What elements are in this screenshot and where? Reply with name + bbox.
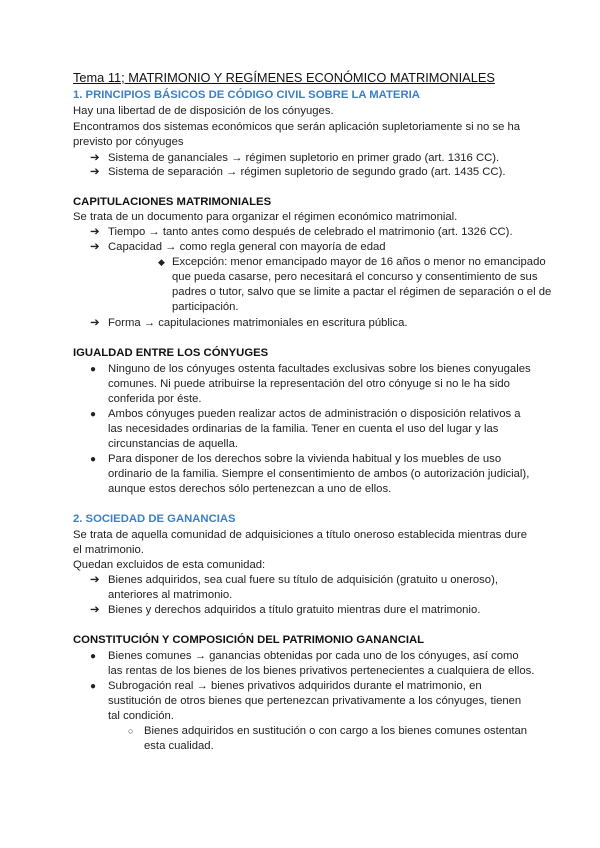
document-title: Tema 11; MATRIMONIO Y REGÍMENES ECONÓMICO MATRIMONIALES bbox=[73, 70, 495, 85]
sub-list-item: participación. bbox=[172, 301, 239, 313]
sub-list-item: Bienes adquiridos en sustitución o con cargo a los bienes comunes ostentan bbox=[144, 725, 528, 737]
list-item: las rentas de los bienes de los bienes privativos pertenecientes a cualquiera de ellos. bbox=[108, 665, 535, 677]
bullet-icon: ● bbox=[90, 409, 97, 420]
list-item: Sistema de gananciales → régimen supletorio en primer grado (art. 1316 CC). bbox=[108, 152, 500, 164]
paragraph-text: Hay una libertad de de disposición de los cónyuges. bbox=[73, 105, 334, 117]
paragraph-text: Se trata de aquella comunidad de adquisiciones a título oneroso establecida mientras dure bbox=[73, 529, 528, 541]
bullet-icon: ● bbox=[90, 454, 97, 465]
list-item: conferida por éste. bbox=[108, 393, 202, 405]
bullet-icon: ● bbox=[90, 681, 97, 692]
list-item: Para disponer de los derechos sobre la vivienda habitual y los muebles de uso bbox=[108, 453, 502, 465]
list-item: Ninguno de los cónyuges ostenta facultades exclusivas sobre los bienes conyugales bbox=[108, 363, 531, 375]
section-heading-capitulaciones: CAPITULACIONES MATRIMONIALES bbox=[73, 196, 272, 208]
section-heading-principios: 1. PRINCIPIOS BÁSICOS DE CÓDIGO CIVIL SOBRE LA MATERIA bbox=[73, 89, 420, 101]
list-item: Bienes adquiridos, sea cual fuere su título de adquisición (gratuito u oneroso), bbox=[108, 574, 498, 586]
list-item: Subrogación real → bienes privativos adquiridos durante el matrimonio, en bbox=[108, 680, 482, 692]
list-item: Bienes y derechos adquiridos a título gratuito mientras dure el matrimonio. bbox=[108, 604, 481, 616]
paragraph-text: Quedan excluidos de esta comunidad: bbox=[73, 559, 266, 571]
circle-bullet-icon: ○ bbox=[128, 726, 134, 736]
list-item: anteriores al matrimonio. bbox=[108, 589, 233, 601]
arrow-bullet-icon: ➔ bbox=[90, 317, 100, 329]
list-item: Capacidad → como regla general con mayoría de edad bbox=[108, 241, 386, 253]
list-item: las necesidades ordinarias de la familia. Tener en cuenta el uso del lugar y las bbox=[108, 423, 499, 435]
arrow-bullet-icon: ➔ bbox=[90, 574, 100, 586]
paragraph-text: previsto por cónyuges bbox=[73, 136, 184, 148]
sub-list-item: padres o tutor, salvo que se limite a pactar el régimen de separación o el de bbox=[172, 286, 552, 298]
list-item: tal condición. bbox=[108, 710, 174, 722]
sub-list-item: que pueda casarse, pero necesitará el concurso y consentimiento de sus bbox=[172, 271, 538, 283]
arrow-bullet-icon: ➔ bbox=[90, 241, 100, 253]
arrow-bullet-icon: ➔ bbox=[90, 226, 100, 238]
arrow-bullet-icon: ➔ bbox=[90, 604, 100, 616]
bullet-icon: ● bbox=[90, 364, 97, 375]
section-heading-constitucion: CONSTITUCIÓN Y COMPOSICIÓN DEL PATRIMONIO GANANCIAL bbox=[73, 634, 425, 646]
list-item: Sistema de separación → régimen supletorio de segundo grado (art. 1435 CC). bbox=[108, 166, 506, 178]
list-item: comunes. Ni puede atribuirse la representación del otro cónyuge si no le ha sido bbox=[108, 378, 510, 390]
list-item: sustitución de otros bienes que pertenezcan privativamente a los cónyuges, tienen bbox=[108, 695, 522, 707]
list-item: Tiempo → tanto antes como después de celebrado el matrimonio (art. 1326 CC). bbox=[108, 226, 513, 238]
list-item: Forma → capitulaciones matrimoniales en escritura pública. bbox=[108, 317, 408, 329]
list-item: aunque estos derechos sólo pertenezcan a uno de ellos. bbox=[108, 483, 392, 495]
list-item: circunstancias de aquella. bbox=[108, 438, 238, 450]
bullet-icon: ● bbox=[90, 651, 97, 662]
paragraph-text: Se trata de un documento para organizar el régimen económico matrimonial. bbox=[73, 211, 458, 223]
section-heading-sociedad: 2. SOCIEDAD DE GANANCIAS bbox=[73, 513, 236, 525]
paragraph-text: Encontramos dos sistemas económicos que serán aplicación supletoriamente si no se ha bbox=[73, 121, 521, 133]
paragraph-text: el matrimonio. bbox=[73, 544, 144, 556]
list-item: Ambos cónyuges pueden realizar actos de administración o disposición relativos a bbox=[108, 408, 521, 420]
diamond-bullet-icon: ◆ bbox=[158, 257, 165, 267]
list-item: ordinario de la familia. Siempre el consentimiento de ambos (o autorización judicial), bbox=[108, 468, 530, 480]
arrow-bullet-icon: ➔ bbox=[90, 166, 100, 178]
sub-list-item: esta cualidad. bbox=[144, 740, 214, 752]
sub-list-item: Excepción: menor emancipado mayor de 16 años o menor no emancipado bbox=[172, 256, 546, 268]
section-heading-igualdad: IGUALDAD ENTRE LOS CÓNYUGES bbox=[73, 347, 269, 359]
list-item: Bienes comunes → ganancias obtenidas por cada uno de los cónyuges, así como bbox=[108, 650, 519, 662]
arrow-bullet-icon: ➔ bbox=[90, 152, 100, 164]
